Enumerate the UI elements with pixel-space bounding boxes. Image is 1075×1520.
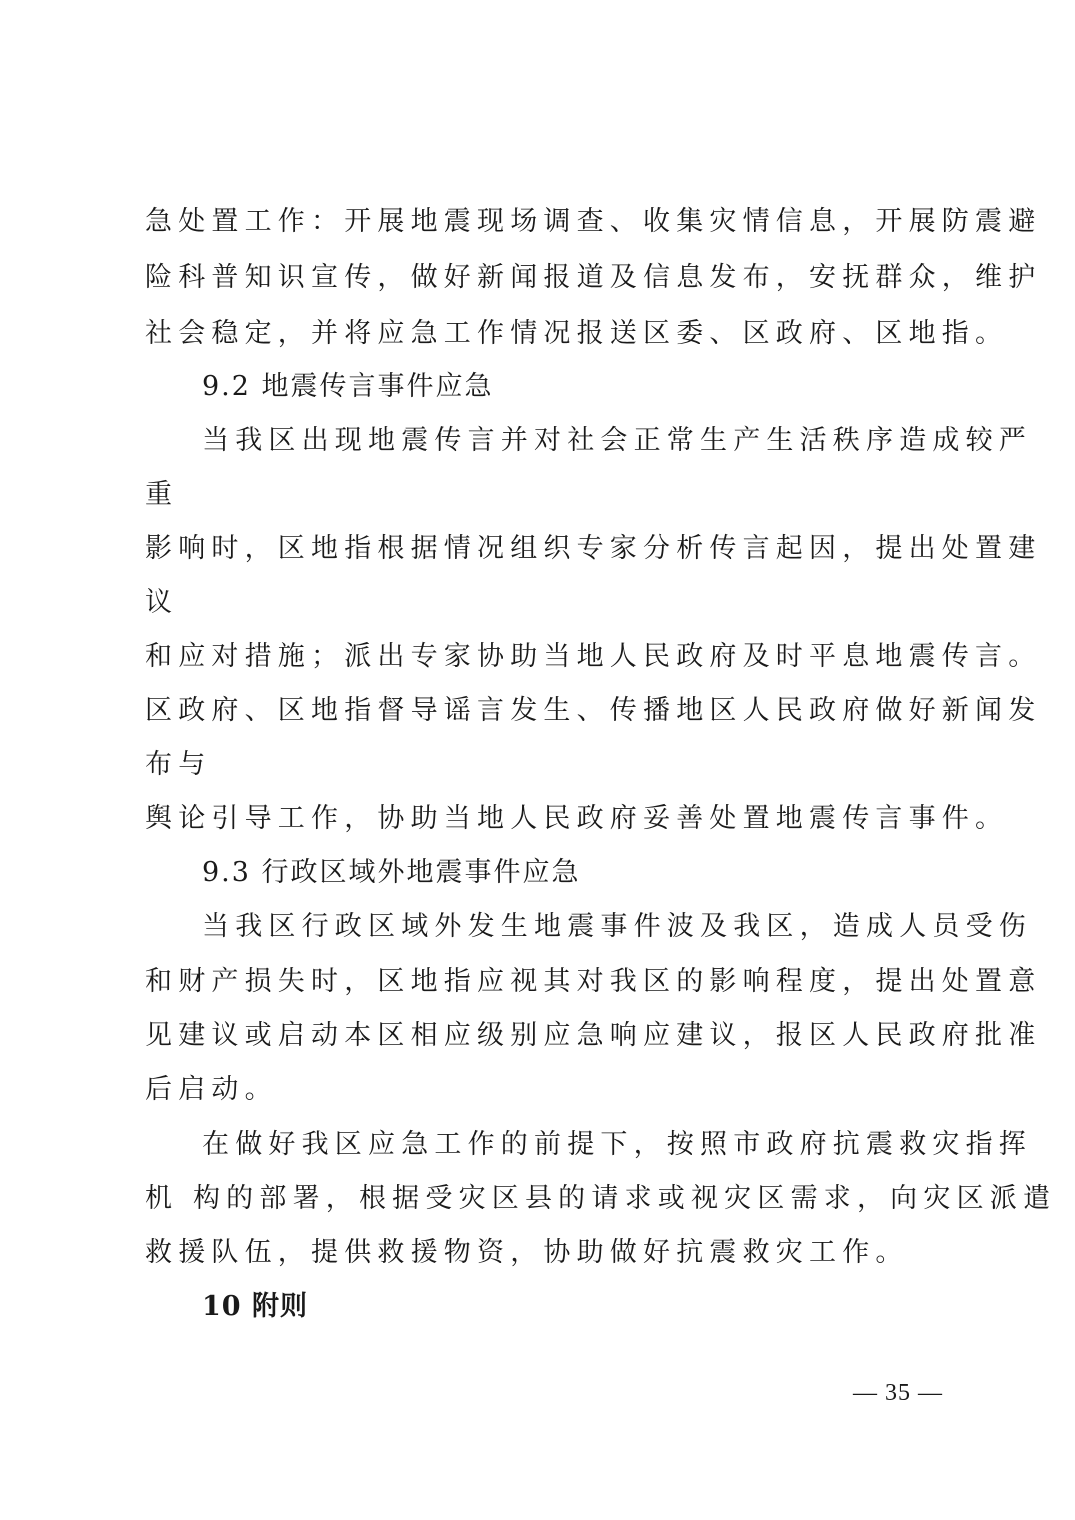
text-line: 机 构的部署，根据受灾区县的请求或视灾区需求，向灾区派遣 <box>145 1183 1057 1214</box>
text-line: 影响时，区地指根据情况组织专家分析传言起因，提出处置建 <box>145 533 1042 564</box>
text-line: 险科普知识宣传，做好新闻报道及信息发布，安抚群众，维护 <box>145 262 1042 293</box>
text-line: 当我区出现地震传言并对社会正常生产生活秩序造成较严 <box>202 425 1032 456</box>
text-line: 布与 <box>145 749 212 780</box>
page-number: — 35 — <box>853 1380 943 1406</box>
text-line: 救援队伍，提供救援物资，协助做好抗震救灾工作。 <box>145 1237 909 1268</box>
text-line: 和财产损失时，区地指应视其对我区的影响程度，提出处置意 <box>145 966 1042 997</box>
section-heading-10: 10 附则 <box>202 1291 308 1322</box>
text-line: 在做好我区应急工作的前提下，按照市政府抗震救灾指挥 <box>202 1129 1032 1160</box>
text-line: 见建议或启动本区相应级别应急响应建议，报区人民政府批准 <box>145 1020 1042 1051</box>
text-line: 后启动。 <box>145 1074 278 1105</box>
text-line: 重 <box>145 479 179 510</box>
section-heading-9-2: 9.2 地震传言事件应急 <box>202 371 494 402</box>
text-line: 议 <box>145 587 179 618</box>
section-heading-9-3: 9.3 行政区域外地震事件应急 <box>202 857 581 888</box>
text-line: 急处置工作：开展地震现场调查、收集灾情信息，开展防震避 <box>145 206 1042 237</box>
text-line: 和应对措施；派出专家协助当地人民政府及时平息地震传言。 <box>145 641 1042 672</box>
text-line: 社会稳定，并将应急工作情况报送区委、区政府、区地指。 <box>145 318 1009 349</box>
text-line: 区政府、区地指督导谣言发生、传播地区人民政府做好新闻发 <box>145 695 1042 726</box>
text-line: 当我区行政区域外发生地震事件波及我区，造成人员受伤 <box>202 911 1032 942</box>
text-line: 舆论引导工作，协助当地人民政府妥善处置地震传言事件。 <box>145 803 1009 834</box>
